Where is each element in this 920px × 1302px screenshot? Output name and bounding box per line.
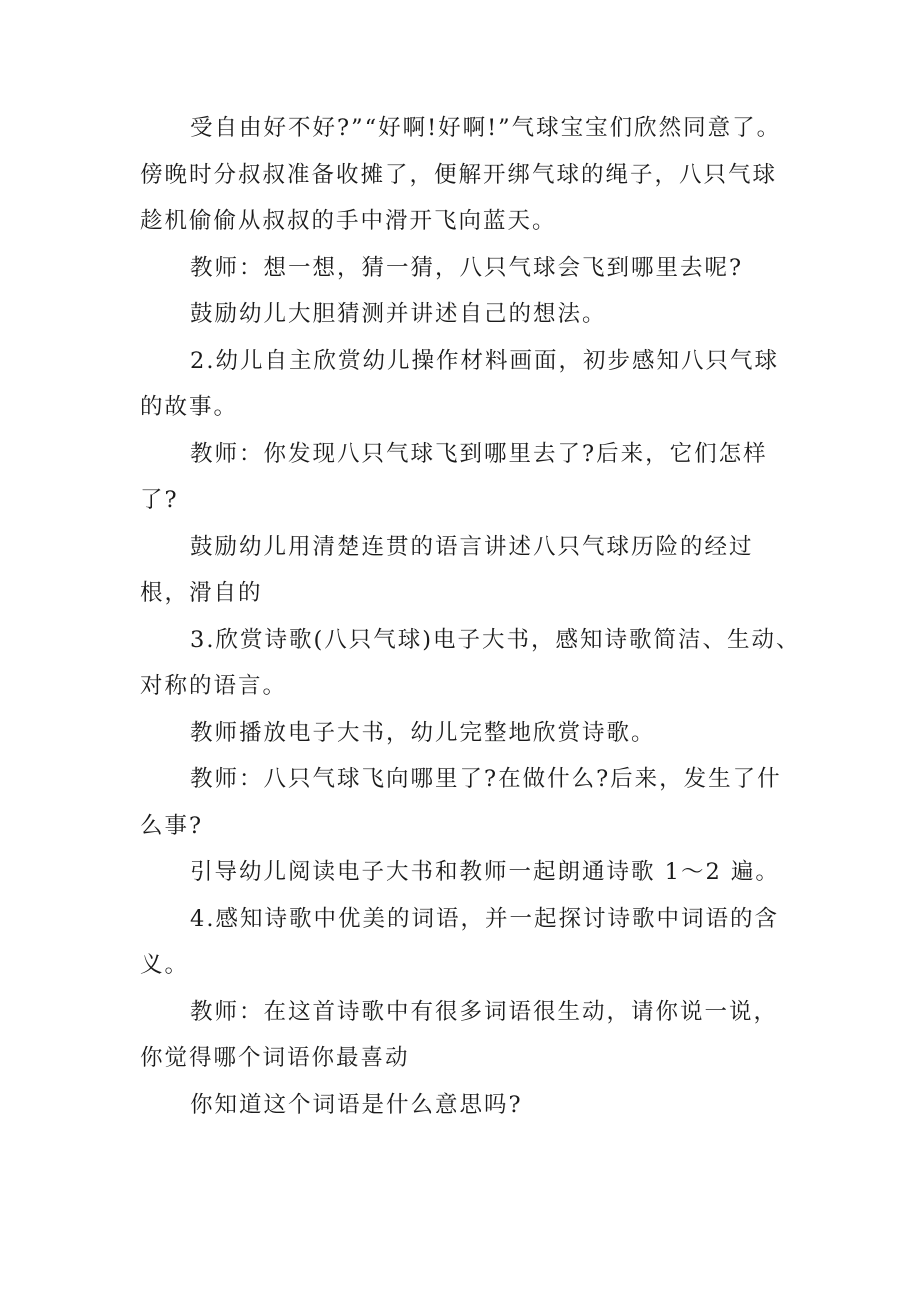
text-line: 3.欣赏诗歌(八只气球)电子大书，感知诗歌简洁、生动、	[190, 626, 801, 653]
paragraph-teacher-question-guess	[140, 245, 790, 292]
text-line: 教师：你发现八只气球飞到哪里去了?后来，它们怎样	[190, 440, 768, 467]
text-line: 了?	[140, 487, 179, 513]
paragraph-teacher-question-where	[140, 756, 790, 849]
text-line: 你觉得哪个词语你最喜动	[140, 1045, 410, 1071]
text-line: 教师：在这首诗歌中有很多词语很生动，请你说一说，	[190, 998, 779, 1025]
text-line: 义。	[140, 952, 190, 978]
text-line: 受自由好不好?”“好啊!好啊!”气球宝宝们欣然同意了。	[190, 115, 782, 141]
text-line: 教师：八只气球飞向哪里了?在做什么?后来，发生了什	[190, 766, 782, 792]
paragraph-step-4	[140, 896, 790, 989]
text-line: 鼓励幼儿用清楚连贯的语言讲述八只气球历险的经过	[190, 533, 754, 560]
text-line: 傍晚时分叔叔准备收摊了，便解开绑气球的绳子，八只气球	[140, 161, 778, 188]
paragraph-encourage-guess	[140, 291, 790, 338]
paragraph-word-meaning	[140, 1082, 790, 1129]
text-line: 教师：想一想，猜一猜，八只气球会飞到哪里去呢?	[190, 254, 744, 281]
text-line: 引导幼儿阅读电子大书和教师一起朗通诗歌 1～2 遍。	[190, 859, 780, 885]
paragraph-teacher-question-words	[140, 989, 790, 1082]
text-line: 趁机偷偷从叔叔的手中滑开飞向蓝天。	[140, 208, 557, 234]
paragraph-step-2	[140, 338, 790, 431]
paragraph-teacher-plays-ebook	[140, 710, 790, 757]
paragraph-guide-reading	[140, 849, 790, 896]
text-line: 的故事。	[140, 394, 239, 420]
paragraph-encourage-retell	[140, 524, 790, 617]
text-line: 2.幼儿自主欣赏幼儿操作材料画面，初步感知八只气球	[190, 347, 779, 374]
paragraph-step-3	[140, 617, 801, 710]
text-line: 根，滑自的	[140, 580, 263, 606]
text-line: 4.感知诗歌中优美的词语，并一起探讨诗歌中词语的含	[190, 905, 779, 932]
paragraph-story-continuation	[140, 105, 790, 245]
document-body	[140, 105, 801, 1128]
text-line: 么事?	[140, 812, 204, 839]
text-line: 鼓励幼儿大胆猜测并讲述自己的想法。	[190, 301, 607, 327]
paragraph-teacher-question-found	[140, 431, 790, 524]
text-line: 你知道这个词语是什么意思吗?	[190, 1091, 523, 1118]
text-line: 对称的语言。	[140, 673, 288, 699]
text-line: 教师播放电子大书，幼儿完整地欣赏诗歌。	[190, 719, 656, 746]
